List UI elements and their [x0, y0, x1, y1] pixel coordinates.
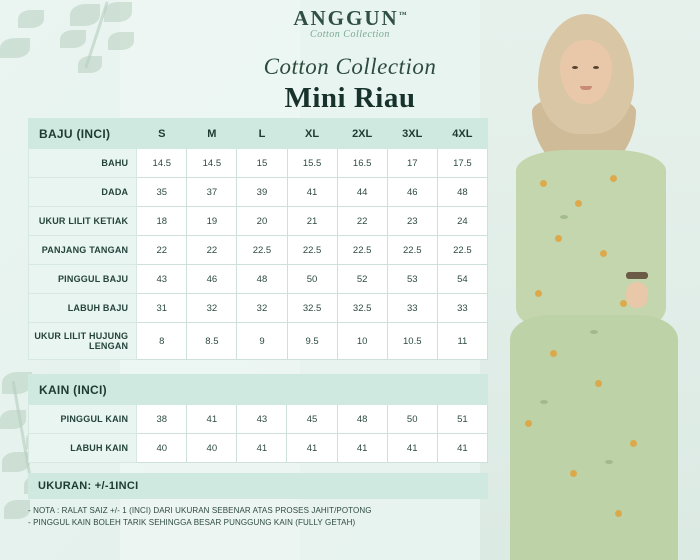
floral-print-dot: [555, 235, 562, 242]
brand-name-text: ANGGUN: [293, 6, 399, 30]
note-line-1: - NOTA : RALAT SAIZ +/- 1 (INCI) DARI UKURAN SEBENAR ATAS PROSES JAHIT/POTONG: [28, 506, 372, 515]
cell: 32: [187, 294, 237, 323]
cell: 51: [437, 405, 487, 434]
cell: 22.5: [287, 236, 337, 265]
cell: 37: [187, 178, 237, 207]
cell: 48: [437, 178, 487, 207]
table-row: [29, 294, 488, 323]
baju-table-header-row: [29, 119, 488, 149]
collection-title: Cotton Collection: [263, 54, 437, 79]
cell: 10: [337, 323, 387, 360]
cell: 45: [287, 405, 337, 434]
row-label-bahu: BAHU: [29, 149, 137, 178]
floral-print-dot: [610, 175, 617, 182]
cell: 33: [437, 294, 487, 323]
table-row: [29, 178, 488, 207]
table-row: [29, 405, 488, 434]
floral-print-dot: [550, 350, 557, 357]
floral-print-dot: [540, 180, 547, 187]
cell: 44: [337, 178, 387, 207]
table-row: [29, 207, 488, 236]
size-col-4xl: 4XL: [437, 119, 487, 149]
cell: 8.5: [187, 323, 237, 360]
cell: 22: [337, 207, 387, 236]
cell: 22.5: [387, 236, 437, 265]
cell: 35: [137, 178, 187, 207]
table-row: [29, 434, 488, 463]
brand-name: [293, 6, 406, 31]
model-hand: [626, 282, 648, 308]
size-tables: [28, 118, 488, 499]
cell: 18: [137, 207, 187, 236]
kain-skirt-garment: [510, 315, 678, 560]
table-row: [29, 236, 488, 265]
ukuran-bar: UKURAN: +/-1INCI: [28, 473, 488, 499]
cell: 52: [337, 265, 387, 294]
cell: 14.5: [187, 149, 237, 178]
size-col-3xl: 3XL: [387, 119, 437, 149]
cell: 11: [437, 323, 487, 360]
floral-print-leaf: [590, 330, 598, 334]
floral-print-dot: [595, 380, 602, 387]
row-label-pinggul-baju: PINGGUL BAJU: [29, 265, 137, 294]
cell: 53: [387, 265, 437, 294]
floral-print-dot: [570, 470, 577, 477]
row-label-dada: DADA: [29, 178, 137, 207]
cell: 41: [287, 434, 337, 463]
floral-print-dot: [630, 440, 637, 447]
cell: 22.5: [437, 236, 487, 265]
cell: 38: [137, 405, 187, 434]
cell: 9.5: [287, 323, 337, 360]
cell: 22: [137, 236, 187, 265]
row-label-pinggul-kain: PINGGUL KAIN: [29, 405, 137, 434]
cell: 46: [187, 265, 237, 294]
cell: 40: [137, 434, 187, 463]
kain-header-label: KAIN (INCI): [29, 375, 488, 405]
table-row: [29, 149, 488, 178]
cell: 48: [237, 265, 287, 294]
floral-print-leaf: [605, 460, 613, 464]
note-line-2: - PINGGUL KAIN BOLEH TARIK SEHINGGA BESAR PUNGGUNG KAIN (FULLY GETAH): [28, 518, 356, 527]
cell: 8: [137, 323, 187, 360]
size-col-2xl: 2XL: [337, 119, 387, 149]
brand-trademark: ™: [398, 10, 407, 19]
wristwatch: [626, 272, 648, 279]
baju-size-table: [28, 118, 488, 360]
row-label-panjang-tangan: PANJANG TANGAN: [29, 236, 137, 265]
cell: 43: [237, 405, 287, 434]
cell: 41: [437, 434, 487, 463]
cell: 31: [137, 294, 187, 323]
cell: 39: [237, 178, 287, 207]
row-label-ukur-lilit-hujung-lengan: UKUR LILIT HUJUNG LENGAN: [29, 323, 137, 360]
cell: 43: [137, 265, 187, 294]
leaf-decor: [4, 500, 30, 519]
cell: 32: [237, 294, 287, 323]
baju-header-label: BAJU (INCI): [29, 119, 137, 149]
size-col-s: S: [137, 119, 187, 149]
size-col-m: M: [187, 119, 237, 149]
cell: 41: [337, 434, 387, 463]
cell: 33: [387, 294, 437, 323]
floral-print-leaf: [540, 400, 548, 404]
kain-size-table: [28, 374, 488, 463]
floral-print-dot: [615, 510, 622, 517]
cell: 15: [237, 149, 287, 178]
leaf-decor: [0, 410, 26, 429]
cell: 10.5: [387, 323, 437, 360]
floral-print-dot: [575, 200, 582, 207]
floral-print-dot: [600, 250, 607, 257]
cell: 22.5: [337, 236, 387, 265]
cell: 41: [287, 178, 337, 207]
notes-section: [28, 505, 498, 529]
cell: 41: [237, 434, 287, 463]
size-col-l: L: [237, 119, 287, 149]
cell: 32.5: [337, 294, 387, 323]
cell: 46: [387, 178, 437, 207]
floral-print-dot: [620, 300, 627, 307]
row-label-labuh-baju: LABUH BAJU: [29, 294, 137, 323]
size-col-xl: XL: [287, 119, 337, 149]
floral-print-leaf: [560, 215, 568, 219]
cell: 41: [387, 434, 437, 463]
cell: 23: [387, 207, 437, 236]
cell: 17: [387, 149, 437, 178]
leaf-decor: [2, 452, 30, 472]
cell: 50: [287, 265, 337, 294]
brand-tagline: Cotton Collection: [310, 29, 390, 40]
cell: 9: [237, 323, 287, 360]
cell: 19: [187, 207, 237, 236]
cell: 32.5: [287, 294, 337, 323]
cell: 15.5: [287, 149, 337, 178]
cell: 40: [187, 434, 237, 463]
cell: 54: [437, 265, 487, 294]
floral-print-dot: [535, 290, 542, 297]
row-label-ukur-lilit-ketiak: UKUR LILIT KETIAK: [29, 207, 137, 236]
cell: 48: [337, 405, 387, 434]
cell: 22.5: [237, 236, 287, 265]
cell: 16.5: [337, 149, 387, 178]
floral-print-dot: [525, 420, 532, 427]
table-row: [29, 323, 488, 360]
product-title: Mini Riau: [284, 82, 416, 114]
cell: 24: [437, 207, 487, 236]
cell: 20: [237, 207, 287, 236]
cell: 50: [387, 405, 437, 434]
kain-table-header-row: [29, 375, 488, 405]
cell: 41: [187, 405, 237, 434]
cell: 22: [187, 236, 237, 265]
cell: 17.5: [437, 149, 487, 178]
cell: 21: [287, 207, 337, 236]
cell: 14.5: [137, 149, 187, 178]
row-label-labuh-kain: LABUH KAIN: [29, 434, 137, 463]
brand-header: [0, 6, 700, 40]
table-row: [29, 265, 488, 294]
